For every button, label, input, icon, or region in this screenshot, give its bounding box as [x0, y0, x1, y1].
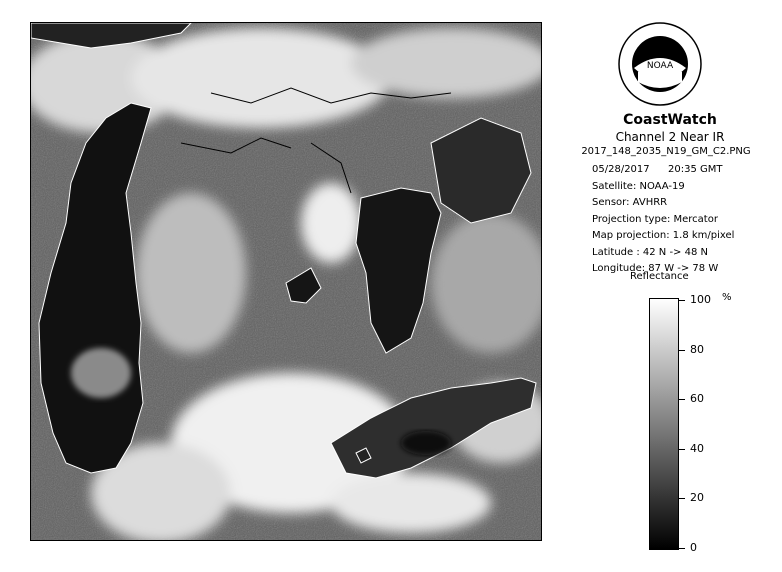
longitude-text: Longitude: 87 W -> 78 W — [592, 263, 719, 274]
colorbar-tick — [679, 548, 685, 549]
colorbar-tick-label: 80 — [690, 342, 704, 356]
colorbar-tick-label: 20 — [690, 491, 704, 505]
colorbar-tick-label: 100 — [690, 293, 711, 306]
colorbar-tick — [679, 300, 685, 301]
time-text: 20:35 GMT — [668, 164, 723, 175]
latitude-text: Latitude : 42 N -> 48 N — [592, 247, 708, 258]
colorbar-tick — [679, 350, 685, 351]
logo-text: NOAA — [646, 61, 674, 71]
colorbar-tick — [679, 399, 685, 400]
colorbar-unit: % — [722, 292, 732, 303]
date-time — [592, 164, 723, 175]
colorbar-tick-label: 60 — [690, 392, 704, 406]
projection-type-text: Projection type: Mercator — [592, 214, 718, 225]
noaa-logo — [618, 22, 702, 106]
satellite-map — [30, 22, 542, 541]
file-name: 2017_148_2035_N19_GM_C2.PNG — [581, 146, 751, 157]
map-projection-text: Map projection: 1.8 km/pixel — [592, 230, 735, 241]
lake-haze — [71, 348, 131, 398]
channel-name: Channel 2 Near IR — [615, 130, 725, 144]
colorbar-tick — [679, 449, 685, 450]
colorbar-title: Reflectance — [630, 271, 689, 282]
sensor-text: Sensor: AVHRR — [592, 197, 668, 208]
colorbar-tick — [679, 498, 685, 499]
colorbar-tick-label: 0 — [690, 541, 697, 554]
satellite-image — [31, 23, 542, 541]
lake-erie-dark — [401, 431, 451, 455]
satellite-text: Satellite: NOAA-19 — [592, 181, 685, 192]
date-text: 05/28/2017 — [592, 164, 650, 175]
colorbar — [649, 298, 679, 550]
colorbar-tick-label: 40 — [690, 441, 704, 455]
page-title: CoastWatch — [623, 112, 717, 128]
